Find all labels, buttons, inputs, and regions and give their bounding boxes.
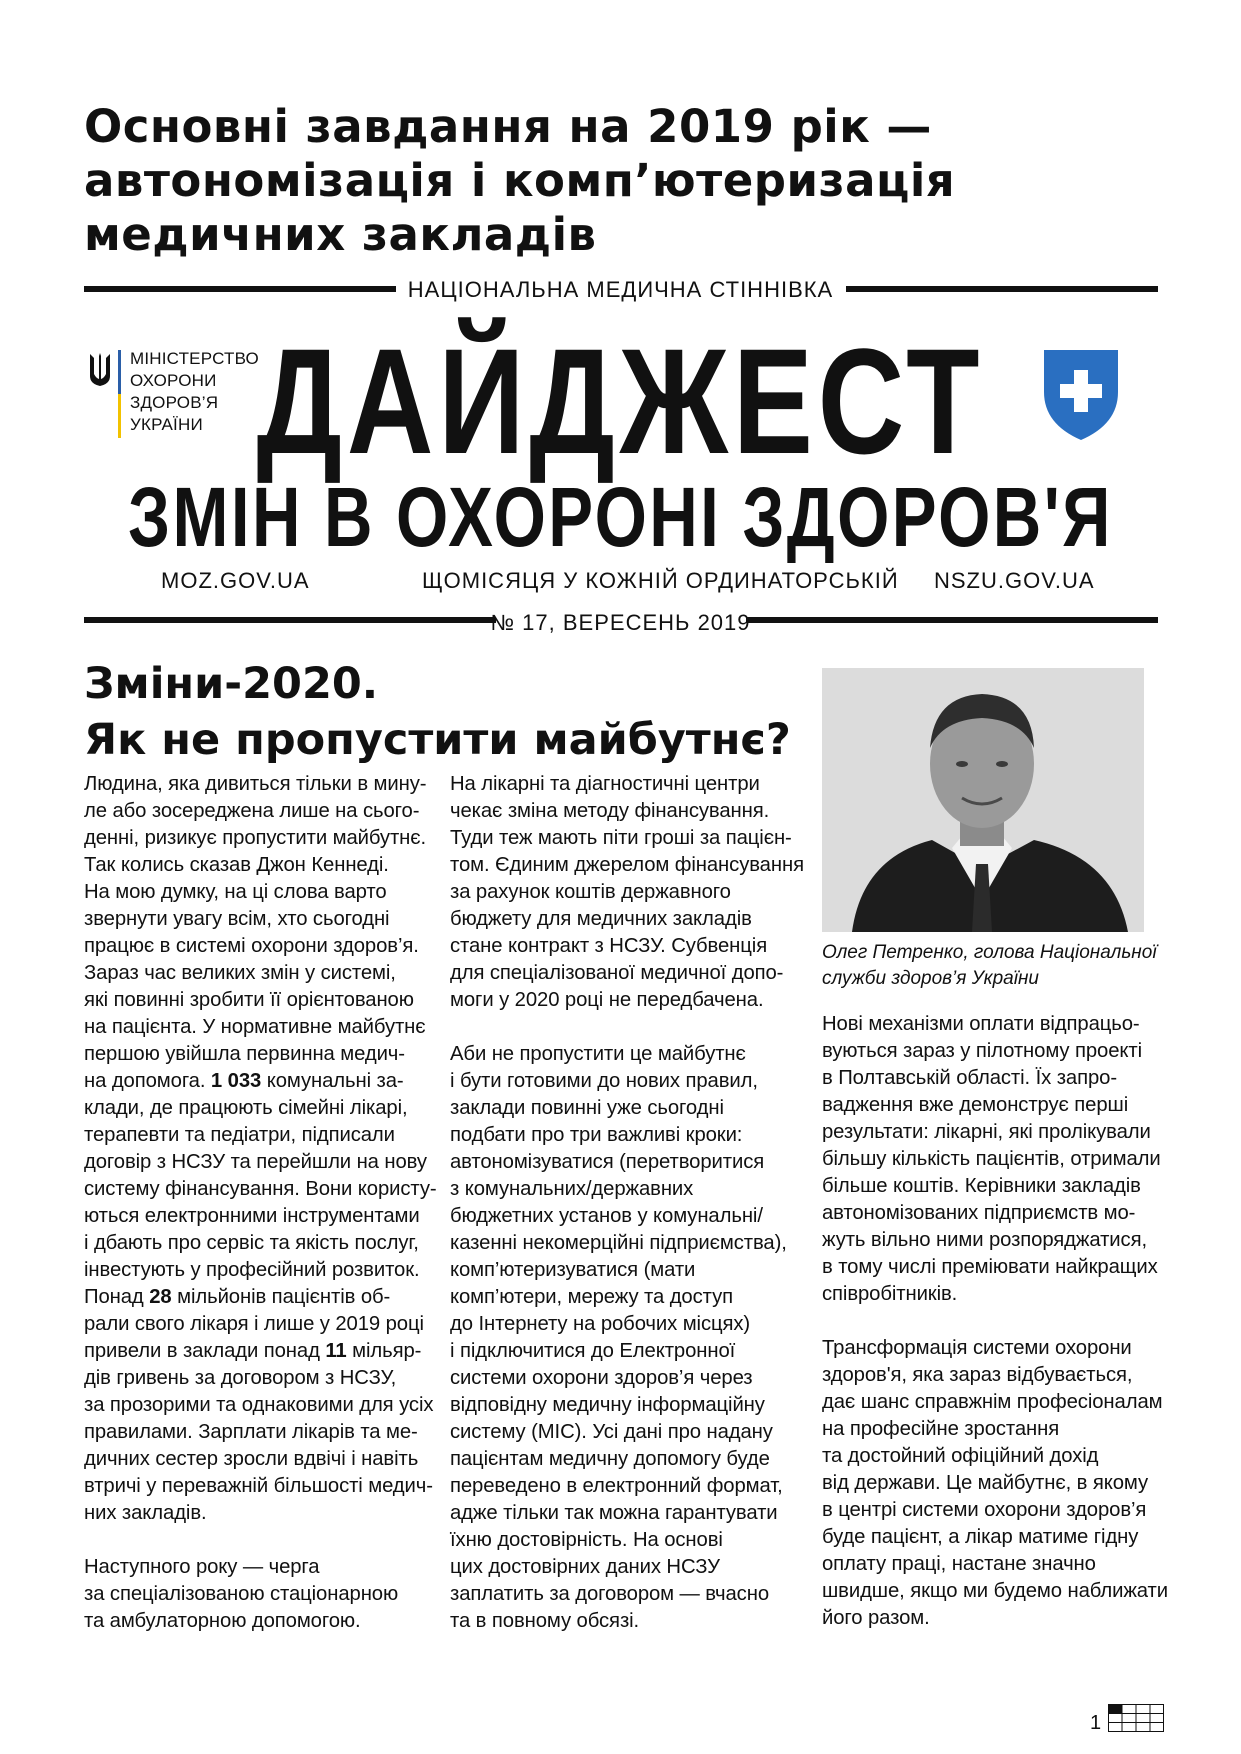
text-line: жуть вільно ними розпоряджатися, <box>822 1229 1147 1251</box>
text-line: на професійне зростання <box>822 1418 1060 1440</box>
text-line: до Інтернету на робочих місцях) <box>450 1313 751 1335</box>
article-title-line: Зміни-2020. <box>84 659 379 709</box>
text-line: ються електронними інструментами <box>84 1205 420 1227</box>
ministry-name-line: МІНІСТЕРСТВО <box>130 349 259 368</box>
masthead-tagline: ЩОМІСЯЦЯ У КОЖНІЙ ОРДИНАТОРСЬКІЙ <box>422 568 899 593</box>
paragraph <box>84 771 437 1527</box>
text-line: Туди теж мають піти гроші за пацієн- <box>450 827 792 849</box>
text-line: стане контракт з НСЗУ. Субвенція <box>450 935 768 957</box>
text-line: вуються зараз у пілотному проекті <box>822 1040 1142 1062</box>
text-line: пацієнтам медичну допомогу буде <box>450 1448 770 1470</box>
text-line: і підключитися до Електронної <box>450 1340 736 1362</box>
text-line: систему фінансування. Вони користу- <box>84 1178 437 1200</box>
paragraph <box>450 771 804 1014</box>
trident-icon <box>88 352 112 388</box>
text-line: втричі у переважній більшості медич- <box>84 1475 433 1497</box>
highlight-number: 11 <box>325 1340 347 1362</box>
text-line: на пацієнта. У нормативне майбутнє <box>84 1016 426 1038</box>
paragraph <box>84 1554 414 1635</box>
shield-plus-icon <box>1040 346 1122 442</box>
text-line: за прозорими та однаковими для усіх <box>84 1394 434 1416</box>
masthead-subtitle: ЗМІН В ОХОРОНІ ЗДОРОВ'Я <box>128 470 1113 564</box>
highlight-number: 28 <box>149 1286 172 1308</box>
text-line: заплатить за договором — вчасно <box>450 1583 770 1605</box>
text-line: працює в системі охорони здоров’я. <box>84 935 419 957</box>
text-line: та амбулаторною допомогою. <box>84 1610 361 1632</box>
headline-line: Основні завдання на 2019 рік — <box>84 100 932 153</box>
text-line: в тому числі преміювати найкращих <box>822 1256 1158 1278</box>
text-line: від держави. Це майбутнє, в якому <box>822 1472 1149 1494</box>
text-line: дів гривень за договором з НСЗУ, <box>84 1367 397 1389</box>
text-line: в Полтавській області. Їх запро- <box>822 1067 1117 1089</box>
text-line: рали свого лікаря і лише у 2019 році <box>84 1313 424 1335</box>
text-line: комп’ютеризуватися (мати <box>450 1259 696 1281</box>
paragraph <box>822 1011 1162 1308</box>
text-line: в центрі системи охорони здоров’я <box>822 1499 1147 1521</box>
portrait-photo <box>822 668 1144 932</box>
article-column-1 <box>84 771 437 1635</box>
text-line: том. Єдиним джерелом фінансування <box>450 854 804 876</box>
text-line: терапевти та педіатри, підписали <box>84 1124 395 1146</box>
text-line: договір з НСЗУ та перейшли на нову <box>84 1151 427 1173</box>
text-line: дає шанс справжнім професіоналам <box>822 1391 1163 1413</box>
text-line: і бути готовими до нових правил, <box>450 1070 758 1092</box>
text-line: Зараз час великих змін у системі, <box>84 962 396 984</box>
text-line: для спеціалізованої медичної допо- <box>450 962 784 984</box>
page-number: 1 <box>1090 1712 1102 1734</box>
text-line: системи охорони здоров’я через <box>450 1367 753 1389</box>
caption-line: Олег Петренко, голова Національної <box>822 942 1157 963</box>
text-line: автономізуватися (перетворитися <box>450 1151 765 1173</box>
text-line: бюджету для медичних закладів <box>450 908 752 930</box>
text-line: Трансформація системи охорони <box>822 1337 1132 1359</box>
text-line: комп’ютери, мережу та доступ <box>450 1286 733 1308</box>
text-line: адже тільки так можна гарантувати <box>450 1502 778 1524</box>
front-headline <box>84 100 1184 262</box>
text-line: оплату праці, настане значно <box>822 1553 1096 1575</box>
text-line: які повинні зробити її орієнтованою <box>84 989 414 1011</box>
text-line: бюджетних установ у комунальні/ <box>450 1205 763 1227</box>
masthead-title: ДАЙДЖЕСТ <box>256 317 985 485</box>
text-line: подбати про три важливі кроки: <box>450 1124 743 1146</box>
nszu-link[interactable]: NSZU.GOV.UA <box>934 568 1095 593</box>
text-line: систему (МІС). Усі дані про надану <box>450 1421 773 1443</box>
text-line: На мою думку, на ці слова варто <box>84 881 387 903</box>
text-line: Так колись сказав Джон Кеннеді. <box>84 854 389 876</box>
text-line: них закладів. <box>84 1502 207 1524</box>
text-line: здоров'я, яка зараз відбувається, <box>822 1364 1133 1386</box>
text-line: моги у 2020 році не передбачена. <box>450 989 764 1011</box>
ministry-bar-yellow <box>118 394 121 438</box>
highlight-number: 1 033 <box>210 1070 262 1092</box>
text-line: на допомога. 1 033 комунальні за- <box>84 1070 404 1092</box>
text-line: дичних сестер зросли вдвічі і навіть <box>84 1448 419 1470</box>
text-line: чекає зміна методу фінансування. <box>450 800 770 822</box>
headline-line: медичних закладів <box>84 208 597 261</box>
paragraph <box>822 1335 1168 1632</box>
text-line: клади, де працюють сімейні лікарі, <box>84 1097 408 1119</box>
text-line: за рахунок коштів державного <box>450 881 731 903</box>
text-line: відповідну медичну інформаційну <box>450 1394 765 1416</box>
text-line: Понад 28 мільйонів пацієнтів об- <box>84 1286 391 1308</box>
ministry-name-line: УКРАЇНИ <box>130 415 203 434</box>
text-line: заклади повинні уже сьогодні <box>450 1097 724 1119</box>
photo-caption <box>822 940 1157 992</box>
text-line: цих достовірних даних НСЗУ <box>450 1556 720 1578</box>
text-line: інвестують у професійний розвиток. <box>84 1259 420 1281</box>
text-line: його разом. <box>822 1607 930 1629</box>
article-column-3 <box>822 1011 1168 1632</box>
text-line: та в повному обсязі. <box>450 1610 640 1632</box>
ministry-name-line: ОХОРОНИ <box>130 371 217 390</box>
text-line: звернути увагу всім, хто сьогодні <box>84 908 390 930</box>
paragraph <box>450 1041 790 1635</box>
text-line: буде пацієнт, а лікар матиме гідну <box>822 1526 1139 1548</box>
text-line: казенні некомерційні підприємства), <box>450 1232 787 1254</box>
text-line: і дбають про сервіс та якість послуг, <box>84 1232 419 1254</box>
text-line: Людина, яка дивиться тільки в мину- <box>84 773 427 795</box>
portrait-illustration <box>822 668 1144 932</box>
text-line: Нові механізми оплати відпрацьо- <box>822 1013 1140 1035</box>
text-line: На лікарні та діагностичні центри <box>450 773 760 795</box>
grid-icon <box>1108 1704 1164 1732</box>
masthead-kicker: НАЦІОНАЛЬНА МЕДИЧНА СТІННІВКА <box>407 277 834 302</box>
text-line: та достойний офіційний дохід <box>822 1445 1099 1467</box>
issue-number: № 17, ВЕРЕСЕНЬ 2019 <box>490 610 751 635</box>
caption-line: служби здоров’я України <box>822 968 1039 989</box>
text-line: автономізованих підприємств мо- <box>822 1202 1136 1224</box>
text-line: Аби не пропустити це майбутнє <box>450 1043 746 1065</box>
text-line: першою увійшла первинна медич- <box>84 1043 405 1065</box>
text-line: переведено в електронний формат, <box>450 1475 783 1497</box>
text-line: привели в заклади понад 11 мільяр- <box>84 1340 422 1362</box>
article-title <box>84 656 844 768</box>
text-line: з комунальних/державних <box>450 1178 694 1200</box>
text-line: Наступного року — черга <box>84 1556 320 1578</box>
moz-link[interactable]: MOZ.GOV.UA <box>161 568 310 593</box>
text-line: за спеціалізованою стаціонарною <box>84 1583 399 1605</box>
article-column-2 <box>450 771 804 1635</box>
ministry-name-line: ЗДОРОВ’Я <box>130 393 219 412</box>
article-title-line: Як не пропустити майбутнє? <box>84 715 791 765</box>
text-line: денні, ризикує пропустити майбутнє. <box>84 827 427 849</box>
text-line: правилами. Зарплати лікарів та ме- <box>84 1421 418 1443</box>
text-line: вадження вже демонструє перші <box>822 1094 1129 1116</box>
text-line: швидше, якщо ми будемо наближати <box>822 1580 1168 1602</box>
text-line: співробітників. <box>822 1283 958 1305</box>
text-line: більшу кількість пацієнтів, отримали <box>822 1148 1161 1170</box>
text-line: ле або зосереджена лише на сього- <box>84 800 420 822</box>
text-line: більше коштів. Керівники закладів <box>822 1175 1141 1197</box>
text-line: їхню достовірність. На основі <box>450 1529 723 1551</box>
text-line: результати: лікарні, які пролікували <box>822 1121 1151 1143</box>
headline-line: автономізація і комп’ютеризація <box>84 154 956 207</box>
